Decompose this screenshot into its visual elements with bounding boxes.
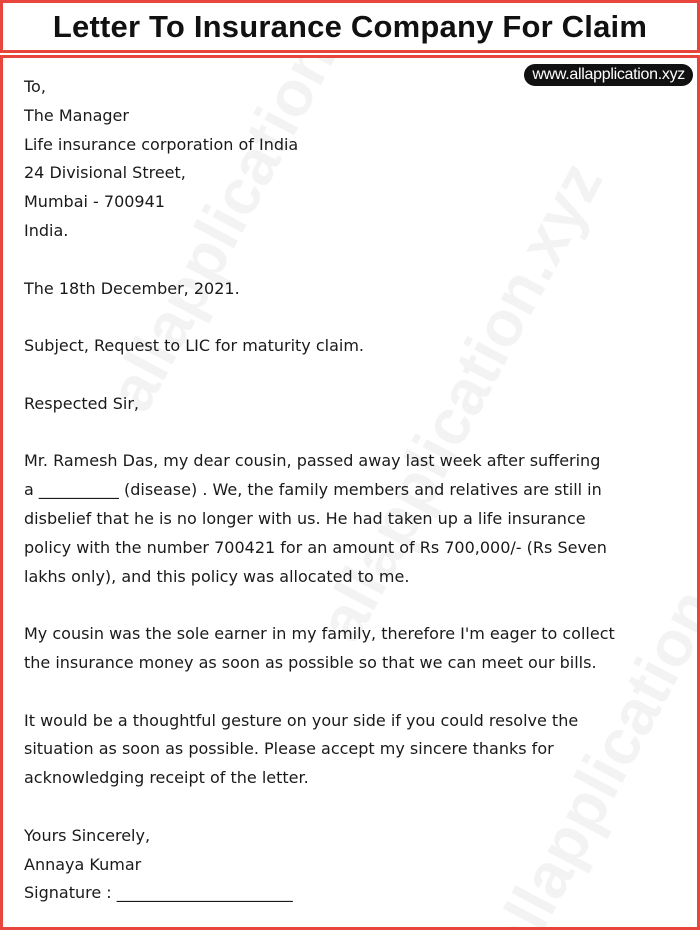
letter-line: My cousin was the sole earner in my family, therefore I'm eager to collect [24,624,615,644]
letter-line: Respected Sir, [24,393,139,413]
blank-line [24,678,615,707]
letter-line: Subject, Request to LIC for maturity claim. [24,336,365,356]
letter-line: Mr. Ramesh Das, my dear cousin, passed away last week after suffering [24,451,601,471]
letter-text [24,73,615,908]
blank-line [24,793,615,822]
title-banner [0,0,700,53]
letter-line: Signature : ______________________ [24,883,293,903]
blank-line [24,419,615,448]
letter-line: Annaya Kumar [24,854,142,874]
letter-line: acknowledging receipt of the letter. [24,768,309,788]
letter-body [0,55,700,930]
letter-line: policy with the number 700421 for an amount of Rs 700,000/- (Rs Seven [24,537,607,557]
letter-line: Life insurance corporation of India [24,134,299,154]
letter-line: The Manager [24,105,129,125]
website-badge: www.allapplication.xyz [524,64,693,86]
blank-line [24,591,615,620]
letter-line: lakhs only), and this policy was allocated to me. [24,566,410,586]
page-title: Letter To Insurance Company For Claim [52,8,648,44]
letter-line: a __________ (disease) . We, the family members and relatives are still in [24,480,602,500]
letter-line: India. [24,220,69,240]
letter-line: the insurance money as soon as possible so that we can meet our bills. [24,652,597,672]
letter-line: 24 Divisional Street, [24,163,186,183]
letter-line: Yours Sincerely, [24,825,151,845]
letter-line: Mumbai - 700941 [24,192,165,212]
blank-line [24,361,615,390]
letter-line: disbelief that he is no longer with us. He had taken up a life insurance [24,508,586,528]
blank-line [24,246,615,275]
blank-line [24,303,615,332]
letter-line: The 18th December, 2021. [24,278,240,298]
letter-line: It would be a thoughtful gesture on your side if you could resolve the [24,710,579,730]
letter-line: To, [24,77,46,96]
letter-line: situation as soon as possible. Please accept my sincere thanks for [24,739,554,759]
